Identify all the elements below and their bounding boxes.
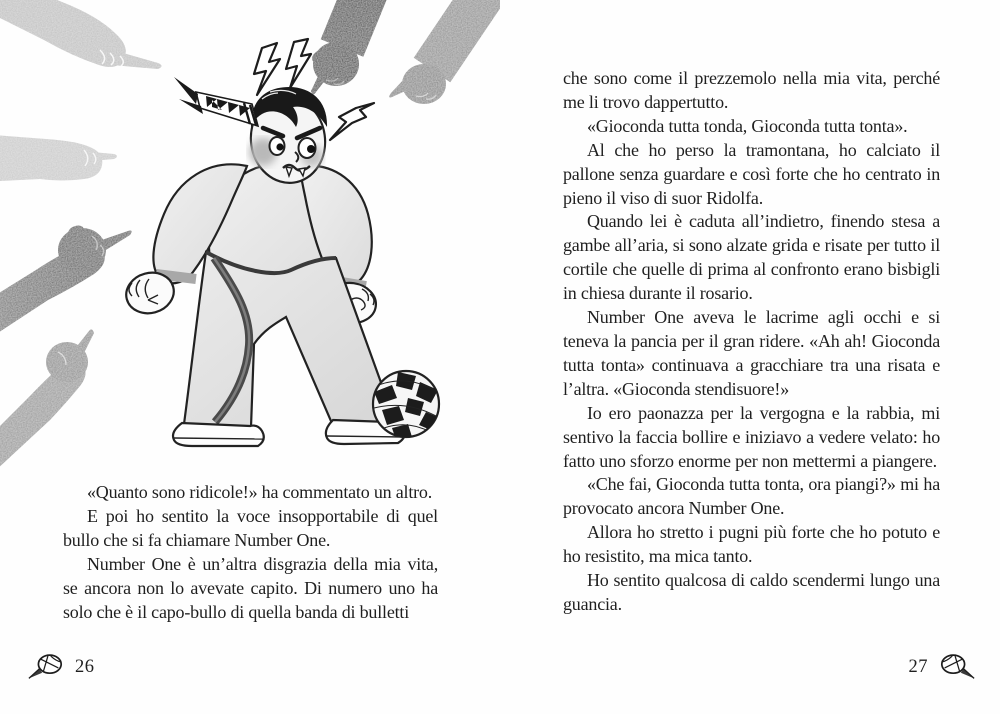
ball-doodle-icon [938,652,976,682]
pointing-hand-top-left-icon [0,0,162,69]
paragraph: «Quanto sono ridicole!» ha commentato un altro. [87,482,433,502]
paragraph: Al che ho perso la tramontana, ho calciato il pallone senza guardare e così forte che ho centrato in pieno il viso di suor Ridolfa. [563,139,940,208]
illustration-accusing-hands [0,0,500,470]
braid [174,77,258,126]
paragraph: E poi ho sentito la voce insopportabile di quel bullo che si fa chiamare Number One. [63,505,438,550]
pointing-hand-top-right-icon [389,0,494,104]
paragraph: che sono come il prezzemolo nella mia vita, perché me li trovo dappertutto. [563,68,940,112]
left-page-footer [27,652,95,682]
pointing-hand-top-icon [310,0,374,94]
left-text-column [63,481,438,624]
paragraph: Number One è un’altra disgrazia della mia vita, se ancora non lo avevate capito. Di numero uno ha solo che è il capo-bullo di quella banda di bulletti [63,553,438,622]
bully-character [122,77,405,446]
paragraph: Allora ho stretto i pugni più forte che ho potuto e ho resistito, ma mica tanto. [563,522,940,567]
paragraph: «Che fai, Gioconda tutta tonta, ora piangi?» mi ha provocato ancora Number One. [563,474,940,519]
pointing-hand-left-dark-icon [0,224,132,342]
paragraph: «Gioconda tutta tonda, Gioconda tutta tonta». [587,115,908,136]
pointing-hand-left-lower-icon [0,329,94,470]
page-right [500,0,1000,714]
paragraph: Io ero paonazza per la vergogna e la rabbia, mi sentivo la faccia bollire e iniziavo a vedere velato: ho fatto uno sforzo enorme per non mettermi a piangere. [563,402,940,471]
paragraph: Ho sentito qualcosa di caldo scendermi lungo una guancia. [563,570,940,614]
page-number-right: 27 [908,656,928,677]
ball-doodle-icon [27,652,65,682]
page-number-left: 26 [75,656,95,677]
pointing-hand-left-upper-icon [0,134,117,182]
paragraph: Quando lei è caduta all’indietro, finendo stesa a gambe all’aria, si sono alzate grida e risate per tutto il cortile che quelle di prima al confronto erano bisbigli in chiesa durante il rosario. [563,211,940,304]
right-text-column [563,67,940,617]
paragraph: Number One aveva le lacrime agli occhi e si teneva la pancia per il gran ridere. «Ah ah! Gioconda tutta tonta» continuava a gracchiare tra una risata e l’altra. «Gioconda stendisuore!» [563,307,940,399]
right-page-footer [909,652,977,682]
